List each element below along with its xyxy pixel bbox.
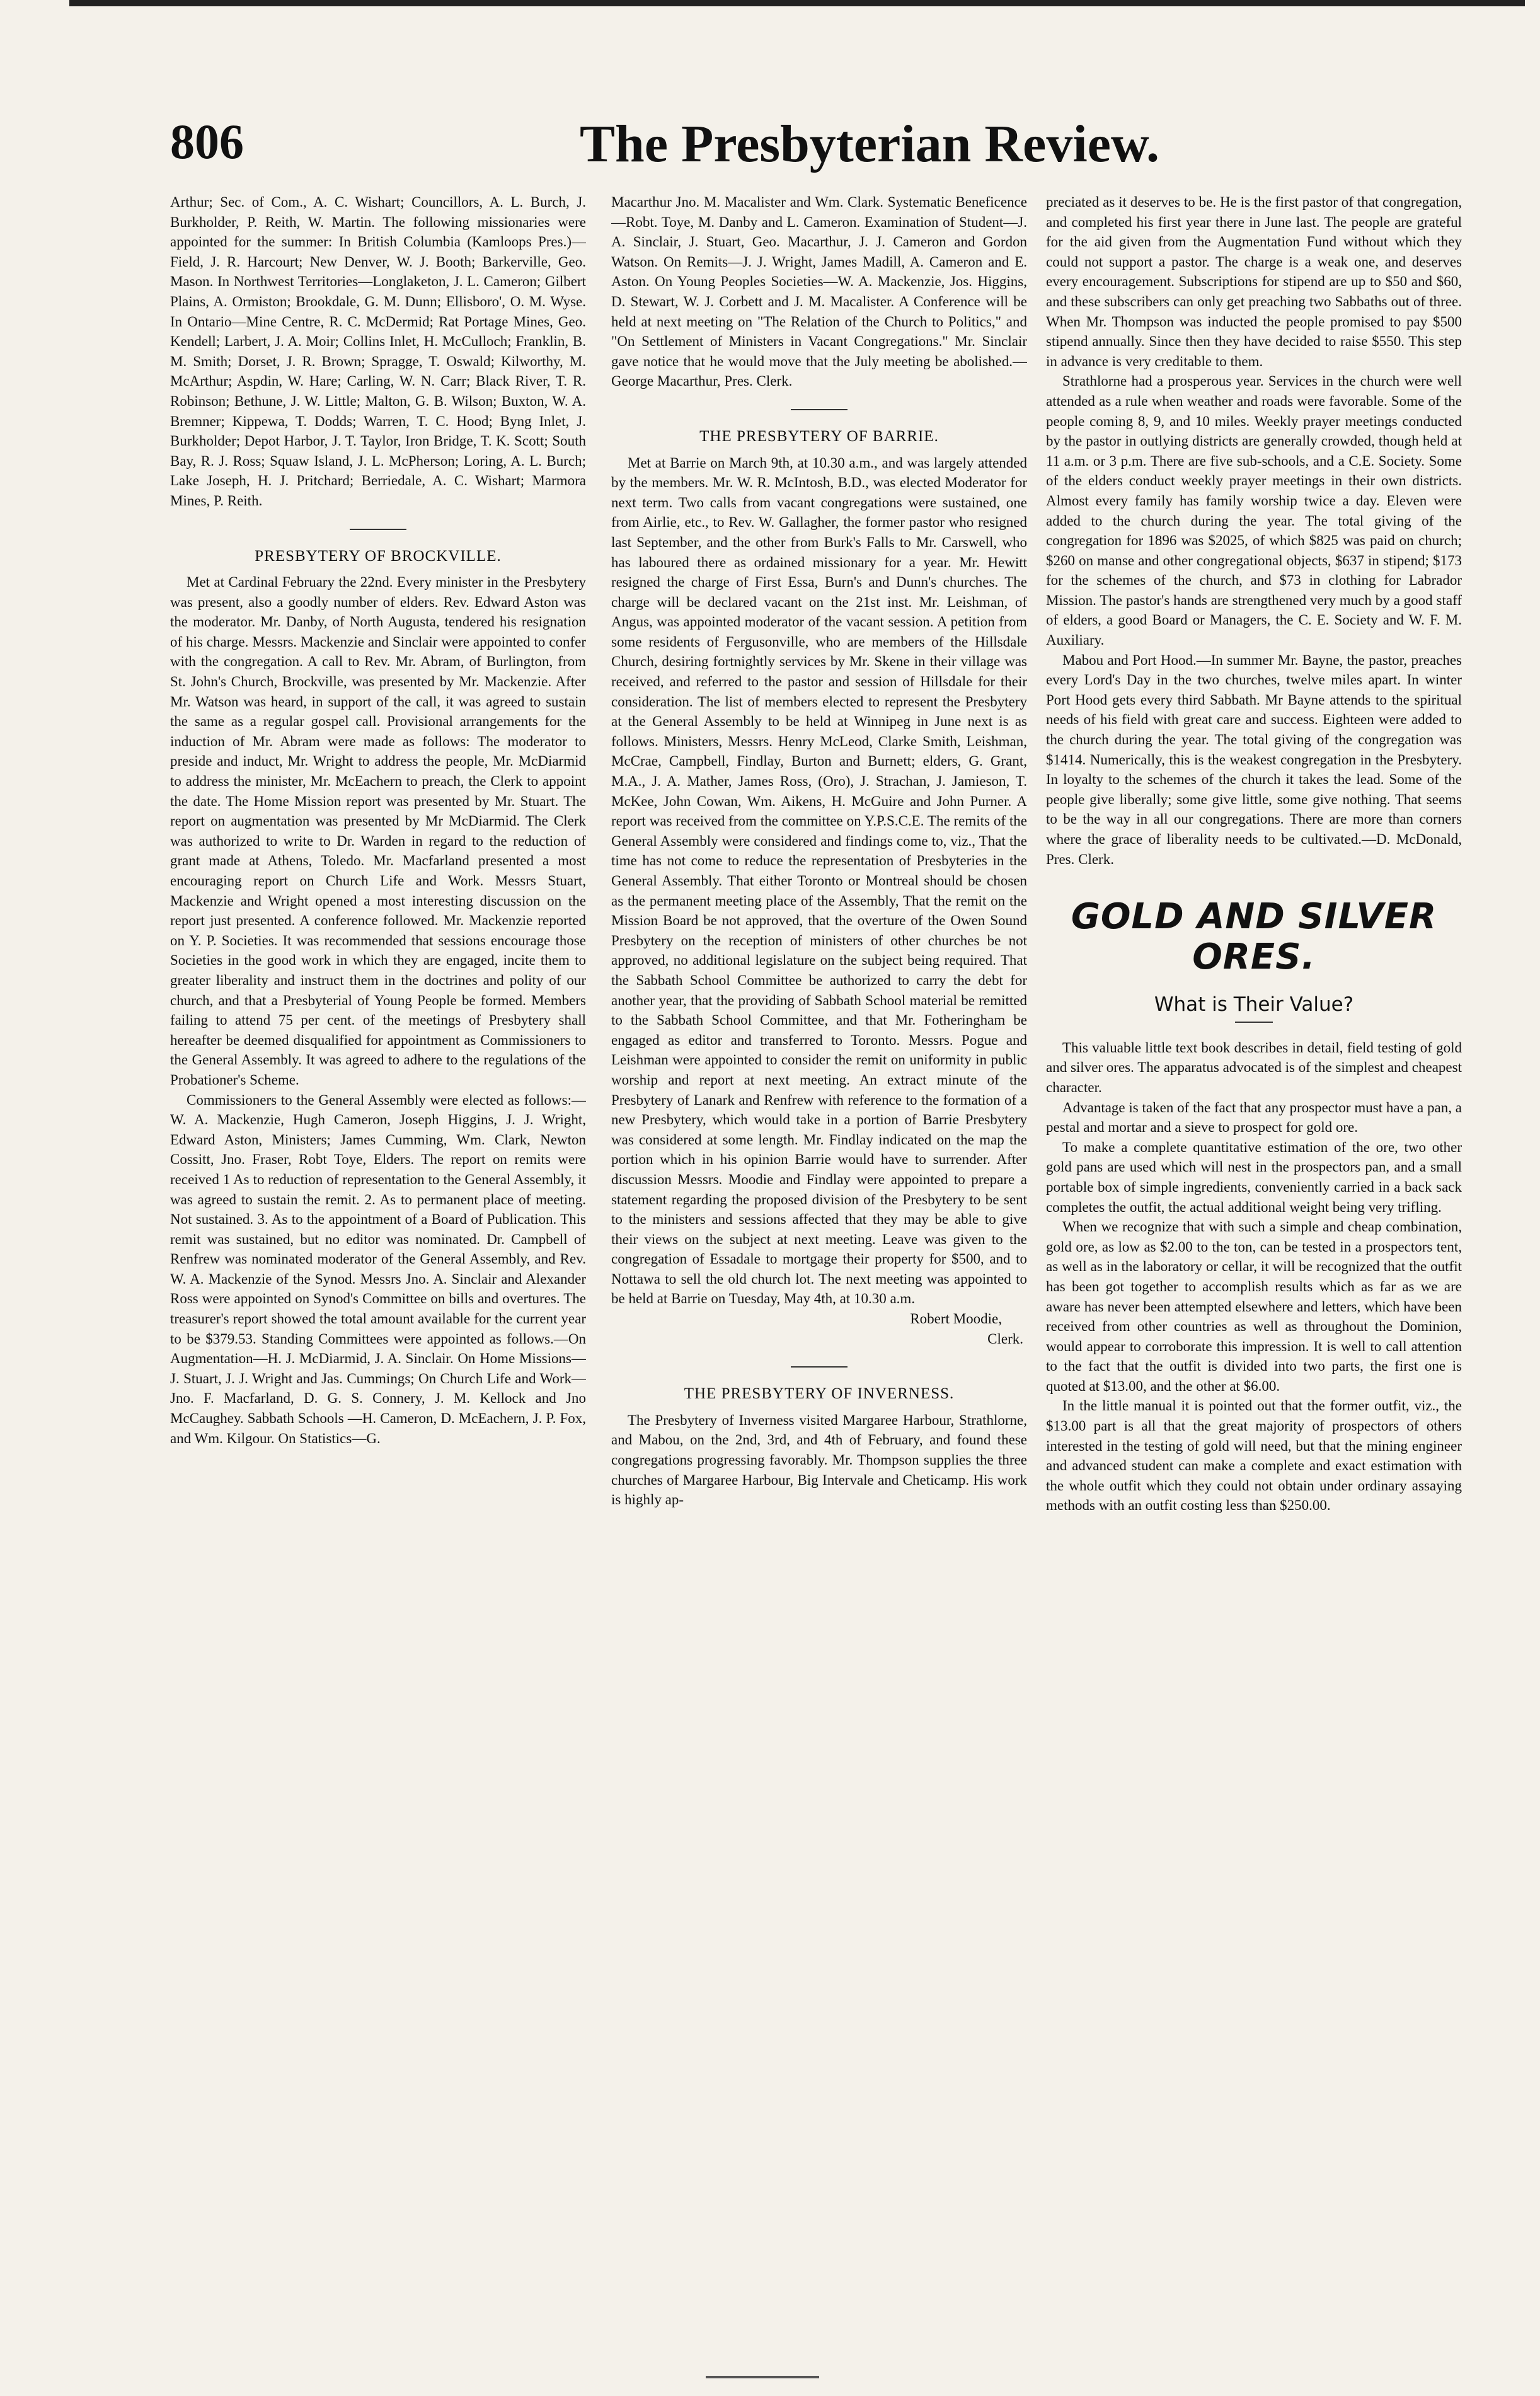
article-columns [170,192,1525,2347]
brockville-continued-paragraph: Macarthur Jno. M. Macalister and Wm. Clark. Systematic Beneficence —Robt. Toye, M. Danby and L. Cameron. Examination of Student—J. A. Sinclair, J. Stuart, Geo. Macarthur, J. J. Cameron and Gordon Watson. On Remits—J. J. Wright, James Madill, A. Cameron and E. Aston. On Young Peoples Societies—W. A. Mackenzie, Jos. Higgins, D. Stewart, W. J. Corbett and J. M. Macalister. A Conference will be held at next meeting on "The Relation of the Church to Politics," and "On Settlement of Ministers in Vacant Congregations." Mr. Sinclair gave notice that he would move that the July meeting be abolished.—George Macarthur, Pres. Clerk. [611,194,1027,389]
barrie-signature-name: Robert Moodie, [910,1311,1002,1327]
brockville-paragraph: Met at Cardinal February the 22nd. Every minister in the Presbytery was present, also a goodly number of elders. Rev. Edward Aston was the moderator. Mr. Danby, of North Augusta, tendered his resignation of his charge. Messrs. Mackenzie and Sinclair were appointed to confer with the congregation. A call to Rev. Mr. Abram, of Burlington, from St. John's Church, Brockville, was presented by Mr. Mackenzie. After Mr. Watson was heard, in support of the call, it was agreed to sustain the same as a regular gospel call. Provisional arrangements for the induction of Mr. Abram were made as follows: The moderator to preside and induct, Mr. Wright to address the people, Mr. McDiarmid to address the minister, Mr. McEachern to preach, the Clerk to appoint the date. The Home Mission report was presented by Mr. Stuart. The report on augmentation was presented by Mr McDiarmid. The Clerk was authorized to write to Dr. Warden in regard to the reduction of grant made at Athens, Toledo. Mr. Macfarland presented a most encouraging report on Church Life and Work. Messrs Stuart, Mackenzie and Wright opened a most interesting discussion on the report just presented. A conference followed. Mr. Mackenzie reported on Y. P. Societies. It was recommended that sessions encourage those Societies in the good work in which they are engaged, incite them to greater liberality and instruct them in the doctrines and polity of our church, and that a Presbyterial of Young People be formed. Members failing to attend 75 per cent. of the meetings of Presbytery shall hereafter be deemed disqualified for appointment as Commissioners to the General Assembly. It was agreed to adhere to the regulations of the Probationer's Scheme. [170,574,586,1088]
barrie-paragraph: Met at Barrie on March 9th, at 10.30 a.m., and was largely attended by the members. Mr. W. R. McIntosh, B.D., was elected Moderator for next term. Two calls from vacant congregations were sustained, one from Airlie, etc., to Rev. W. Gallagher, the former pastor who resigned last September, and the other from Burk's Falls to Mr. Carswell, who has laboured there as ordained missionary for a year. Mr. Hewitt resigned the charge of First Essa, Burn's and Dunn's churches. The charge will be declared vacant on the 21st inst. Mr. Leishman, of Angus, was appointed moderator of the vacant session. A petition from some residents of Fergusonville, who are members of the Hillsdale Church, desiring fortnightly services by Mr. Skene in their village was received, and referred to the pastor and session of Hillsdale for their consideration. The list of members elected to represent the Presbytery at the General Assembly to be held at Winnipeg in June next is as follows. Ministers, Messrs. Henry McLeod, Clarke Smith, Leishman, McCrae, Campbell, Findlay, Burton and Burnett; elders, G. Grant, M.A., J. A. Mather, James Ross, (Oro), J. Strachan, J. Jamieson, T. McKee, John Cowan, Wm. Aikens, H. McGuire and John Purner. A report was received from the committee on Y.P.S.C.E. The remits of the General Assembly were considered and findings come to, viz., That the time has not come to reduce the representation of Presbyteries in the General Assembly. That either Toronto or Montreal should be chosen as the permanent meeting place of the Assembly, That the remit on the Mission Board be not approved, that the overture of the Owen Sound Presbytery on the reception of ministers of other churches be not approved, no additional legislature on the subject being required. That the Sabbath School Committee be authorized to carry the debt for another year, that the providing of Sabbath School material be remitted to the Sabbath School Committee, and that Mr. Fotheringham be engaged as editor and transferred to Toronto. Messrs. Pogue and Leishman were appointed to consider the remit on uniformity in public worship and report at next meeting. An extract minute of the Presbytery of Lanark and Renfrew with reference to the formation of a new Presbytery, which would take in a portion of Barrie Presbytery was considered at some length. Mr. Findlay indicated on the map the portion which in his opinion Barrie would have to surrender. After discussion Messrs. Moodie and Findlay were appointed to prepare a statement regarding the proposed division of the Presbytery to be sent to the ministers and sessions affected that they may be able to give their views on the subject at next meeting. Leave was given to the congregation of Essadale to mortgage their property for $500, and to Nottawa to sell the old church lot. The next meeting was appointed to be held at Barrie on Tuesday, May 4th, at 10.30 a.m. [611,454,1027,1307]
strathlorne-paragraph: Strathlorne had a prosperous year. Services in the church were well attended as a rule when weather and roads were favorable. Some of the people coming 8, 9, and 10 miles. Weekly prayer meetings conducted by the pastor in outlying districts are generally crowded, though held at 11 a.m. or 3 p.m. There are five sub-schools, and a C.E. Society. Some of the elders conduct weekly prayer meetings in their own districts. Almost every family has family worship twice a day. Eleven were added to the church during the year. The total giving of the congregation for 1896 was $2025, of which $825 was paid on church; $260 on manse and other congregational objects, $637 in stipend; $173 for the schemes of the church, and $73 in clothing for Labrador Mission. The pastor's hands are strengthened very much by a good staff of elders, a good Board or Managers, the C. E. Society and W. F. M. Auxiliary. [1046,373,1462,648]
missionary-list-paragraph: Arthur; Sec. of Com., A. C. Wishart; Councillors, A. L. Burch, J. Burkholder, P. Reith, W. Martin. The following missionaries were appointed for the summer: In British Columbia (Kamloops Pres.)—Field, J. R. Harcourt; New Denver, W. J. Booth; Barkerville, Geo. Mason. In Northwest Territories—Longlaketon, J. L. Cameron; Gilbert Plains, A. Ormiston; Brookdale, G. M. Dunn; Ellisboro', O. M. Wyse. In Ontario—Mine Centre, R. C. McDermid; Rat Portage Mines, Geo. Kendell; Larbert, J. A. Moir; Collins Inlet, H. McCulloch; Franklin, B. M. Smith; Dorset, J. R. Brown; Spragge, T. Oswald; Kilworthy, M. McArthur; Aspdin, W. Hare; Carling, W. N. Carr; Black River, T. R. Robinson; Bethune, J. W. Little; Malton, G. B. Wilson; Buxton, W. A. Bremner; Kippewa, T. Dodds; Warren, T. C. Hood; Byng Inlet, J. Burkholder; Depot Harbor, J. T. Taylor, Iron Bridge, T. K. Scott; South Bay, R. J. Ross; Squaw Island, J. L. McPherson; Loring, A. L. Burch; Lake Joseph, H. J. Pritchard; Berriedale, A. C. Wishart; Marmora Mines, P. Reith. [170,194,586,509]
section-heading-barrie: THE PRESBYTERY OF BARRIE. [699,427,939,445]
advertisement-divider [1235,1022,1273,1023]
mabou-paragraph: Mabou and Port Hood.—In summer Mr. Bayne, the pastor, preaches every Lord's Day in the two churches, twelve miles apart. In winter Port Hood gets every third Sabbath. Mr Bayne attends to the spiritual needs of his field with great care and success. Eighteen were added to the church during the year. The total giving of the congregation was $1414. Numerically, this is the weakest congregation in the Presbytery. In loyalty to the schemes of the church it takes the lead. Some of the people give liberally; some give little, some give nothing. That seems to be the way in all our congregations. There are more than corners where the grace of liberality needs to be cultivated.—D. McDonald, Pres. Clerk. [1046,652,1462,867]
column-left [170,192,586,2347]
inverness-paragraph: The Presbytery of Inverness visited Margaree Harbour, Strathlorne, and Mabou, on the 2nd, 3rd, and 4th of February, and found these congregations progressing favorably. Mr. Thompson supplies the three churches of Margaree Harbour, Big Intervale and Cheticamp. His work is highly ap- [611,1412,1027,1508]
page-number: 806 [170,114,244,169]
column-middle [611,192,1027,2347]
journal-title: The Presbyterian Review. [580,115,1159,173]
page-header [170,113,1525,183]
advertisement-subheading: What is Their Value? [1154,993,1354,1017]
advertisement-paragraph: When we recognize that with such a simple and cheap combination, gold ore, as low as $2.00 to the ton, can be tested in a prospectors tent, as well as in the laboratory or cellar, it will be recognized that the outfit has been got together to accomplish results which as far as we are aware has never been attempted elsewhere and letters, which have been received from other countries as well as throughout the Dominion, would appear to corroborate this impression. It is well to call attention to the fact that the outfit is divided into two parts, the first one is quoted at $13.00, and the other at $6.00. [1046,1219,1462,1394]
advertisement-paragraph: In the little manual it is pointed out that the former outfit, viz., the $13.00 part is all that the great majority of prospectors of others interested in the testing of gold will need, but that the mining engineer and advanced student can make a complete and exact estimation with the whole outfit which they could not obtain under ordinary assaying methods with an outfit costing less than $250.00. [1046,1398,1462,1514]
barrie-signature-title: Clerk. [987,1330,1023,1347]
advertisement-heading: GOLD AND SILVER ORES. [1071,896,1437,978]
section-divider [350,529,406,530]
advertisement-paragraph: To make a complete quantitative estimation of the ore, two other gold pans are used which will nest in the prospectors pan, and a small portable box of simple ingredients, conveniently carried in a back sack completes the outfit, the actual additional weight being very trifling. [1046,1139,1462,1215]
section-divider [791,1366,848,1368]
brockville-commissioners-paragraph: Commissioners to the General Assembly were elected as follows:—W. A. Mackenzie, Hugh Cameron, Joseph Higgins, J. J. Wright, Edward Aston, Ministers; James Cumming, Wm. Clark, Newton Cossitt, Jno. Fraser, Robt Toye, Elders. The report on remits were received 1 As to reduction of representation to the General Assembly, it was agreed to sustain the remit. 2. As to permanent place of meeting. Not sustained. 3. As to the appointment of a Board of Publication. This remit was sustained, but no editor was nominated. Dr. Campbell of Renfrew was nominated moderator of the General Assembly, and Rev. W. A. Mackenzie of the Synod. Messrs Jno. A. Sinclair and Alexander Ross were appointed on Synod's Committee on bills and overtures. The treasurer's report showed the total amount available for the current year to be $379.53. Standing Committees were appointed as follows.—On Augmentation—H. J. McDiarmid, J. A. Sinclair. On Home Missions—J. Stuart, J. J. Wright and Jas. Cummings; On Church Life and Work—Jno. F. Macfarland, D. G. S. Connery, J. M. Kellock and Jno McCaughey. Sabbath Schools —H. Cameron, D. McEachern, J. P. Fox, and Wm. Kilgour. On Statistics—G. [170,1091,586,1446]
section-divider [791,409,848,410]
section-heading-brockville: PRESBYTERY OF BROCKVILLE. [255,547,502,565]
advertisement-paragraph: Advantage is taken of the fact that any prospector must have a pan, a pestal and mortar and a sieve to prospect for gold ore. [1046,1099,1462,1136]
bottom-print-mark [706,2376,819,2378]
column-right [1046,192,1462,2347]
inverness-continued-paragraph: preciated as it deserves to be. He is the first pastor of that congregation, and completed his first year there in June last. The people are grateful for the aid given from the Augmentation Fund without which they could not support a pastor. The charge is a weak one, and deserves every encouragement. Subscriptions for stipend are up to $50 and $60, and these subscribers can only get preaching two Sabbaths out of three. When Mr. Thompson was inducted the people promised to pay $500 stipend annually. Since then they have decided to raise $550. This step in advance is very creditable to them. [1046,194,1462,369]
top-rule [69,0,1525,6]
advertisement-paragraph: This valuable little text book describes in detail, field testing of gold and silver ores. The apparatus advocated is of the simplest and cheapest character. [1046,1039,1462,1095]
section-heading-inverness: THE PRESBYTERY OF INVERNESS. [684,1385,955,1403]
